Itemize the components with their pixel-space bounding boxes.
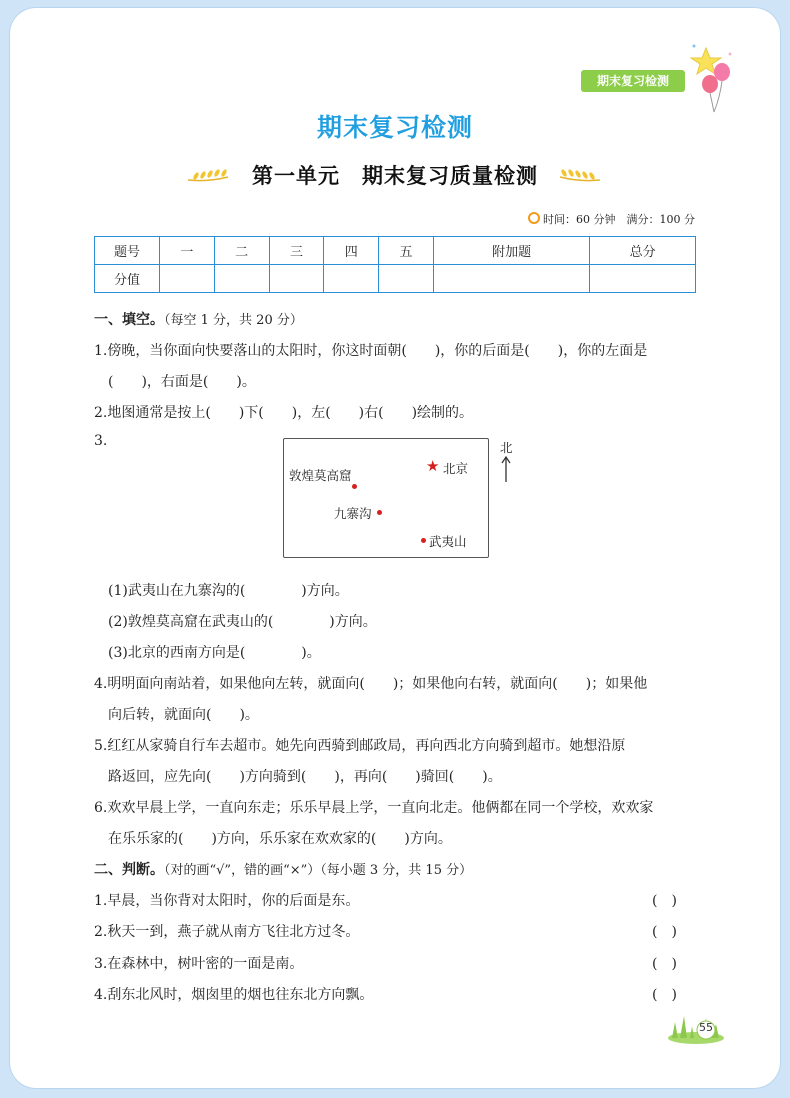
wheat-decoration-right-icon	[558, 166, 602, 188]
question-3-3: (3)北京的西南方向是( )。	[108, 645, 321, 661]
answer-paren-3[interactable]: ( )	[652, 956, 677, 972]
question-4-line2: 向后转，就面向( )。	[108, 707, 259, 723]
score-table	[94, 236, 696, 293]
section2-heading	[94, 859, 472, 879]
score-value-cell[interactable]	[214, 265, 269, 293]
answer-paren-4[interactable]: ( )	[652, 987, 677, 1003]
score-header-cell: 题号	[95, 237, 160, 265]
score-header-cell: 五	[379, 237, 434, 265]
map-dot-jiuzhaigou	[377, 510, 382, 515]
section1-heading	[94, 309, 303, 329]
star-icon: ★	[426, 457, 440, 475]
score-value-cell[interactable]	[269, 265, 324, 293]
judge-item-4: 4.刮东北风时，烟囱里的烟也往东北方向飘。	[94, 987, 374, 1003]
map-label-dunhuang: 敦煌莫高窟	[289, 468, 352, 483]
page-number: 55	[699, 1021, 713, 1034]
score-value-cell[interactable]	[379, 265, 434, 293]
direction-map	[283, 438, 489, 558]
question-2: 2.地图通常是按上( )下( )，左( )右( )绘制的。	[94, 405, 474, 421]
section1-title: 一、填空。	[94, 312, 164, 328]
score-value-label: 分值	[95, 265, 160, 293]
section2-title: 二、判断。	[94, 862, 164, 878]
judge-item-2: 2.秋天一到，燕子就从南方飞往北方过冬。	[94, 924, 360, 940]
question-3-1: (1)武夷山在九寨沟的( )方向。	[108, 583, 349, 599]
question-6-line1: 6.欢欢早晨上学，一直向东走；乐乐早晨上学，一直向北走。他俩都在同一个学校，欢欢家	[94, 800, 654, 816]
score-header-cell: 一	[160, 237, 215, 265]
section2-note: （对的画“√”，错的画“×”）（每小题 3 分，共 15 分）	[164, 863, 473, 878]
score-value-cell[interactable]	[324, 265, 379, 293]
section1-note: （每空 1 分，共 20 分）	[164, 313, 303, 328]
map-dot-dunhuang	[352, 484, 357, 489]
score-value-cell[interactable]	[433, 265, 589, 293]
time-info-text: 时间：60 分钟 满分：100 分	[543, 213, 695, 226]
score-table-header-row	[95, 237, 696, 265]
header-tag: 期末复习检测	[581, 70, 685, 92]
judge-item-3: 3.在森林中，树叶密的一面是南。	[94, 956, 304, 972]
map-dot-wuyishan	[421, 538, 426, 543]
score-value-cell[interactable]	[590, 265, 696, 293]
unit-subtitle: 第一单元 期末复习质量检测	[252, 164, 538, 188]
grass-icon	[666, 1004, 726, 1044]
score-header-cell: 二	[214, 237, 269, 265]
score-table-value-row	[95, 265, 696, 293]
answer-paren-1[interactable]: ( )	[652, 893, 677, 909]
score-header-cell: 总分	[590, 237, 696, 265]
page-title: 期末复习检测	[316, 113, 473, 142]
question-5-line2: 路返回，应先向( )方向骑到( )，再向( )骑回( )。	[108, 769, 502, 785]
map-north-label: 北	[500, 440, 513, 455]
question-1-line2: ( )，右面是( )。	[108, 374, 256, 390]
map-label-wuyishan: 武夷山	[429, 534, 467, 549]
question-1-line1: 1.傍晚，当你面向快要落山的太阳时，你这时面朝( )，你的后面是( )，你的左面是	[94, 343, 648, 359]
time-info	[528, 211, 695, 227]
map-label-beijing: 北京	[443, 461, 469, 476]
clock-icon	[528, 212, 540, 224]
map-label-jiuzhaigou: 九寨沟	[334, 506, 372, 521]
north-arrow-icon	[500, 455, 512, 483]
score-header-cell: 四	[324, 237, 379, 265]
answer-paren-2[interactable]: ( )	[652, 924, 677, 940]
question-4-line1: 4.明明面向南站着，如果他向左转，就面向( )；如果他向右转，就面向( )；如果他	[94, 676, 648, 692]
question-3-label: 3.	[94, 433, 108, 449]
question-5-line1: 5.红红从家骑自行车去超市。她先向西骑到邮政局，再向西北方向骑到超市。她想沿原	[94, 738, 626, 754]
score-header-cell: 附加题	[433, 237, 589, 265]
score-header-cell: 三	[269, 237, 324, 265]
score-value-cell[interactable]	[160, 265, 215, 293]
judge-item-1: 1.早晨，当你背对太阳时，你的后面是东。	[94, 893, 360, 909]
question-6-line2: 在乐乐家的( )方向，乐乐家在欢欢家的( )方向。	[108, 831, 452, 847]
question-3-2: (2)敦煌莫高窟在武夷山的( )方向。	[108, 614, 377, 630]
